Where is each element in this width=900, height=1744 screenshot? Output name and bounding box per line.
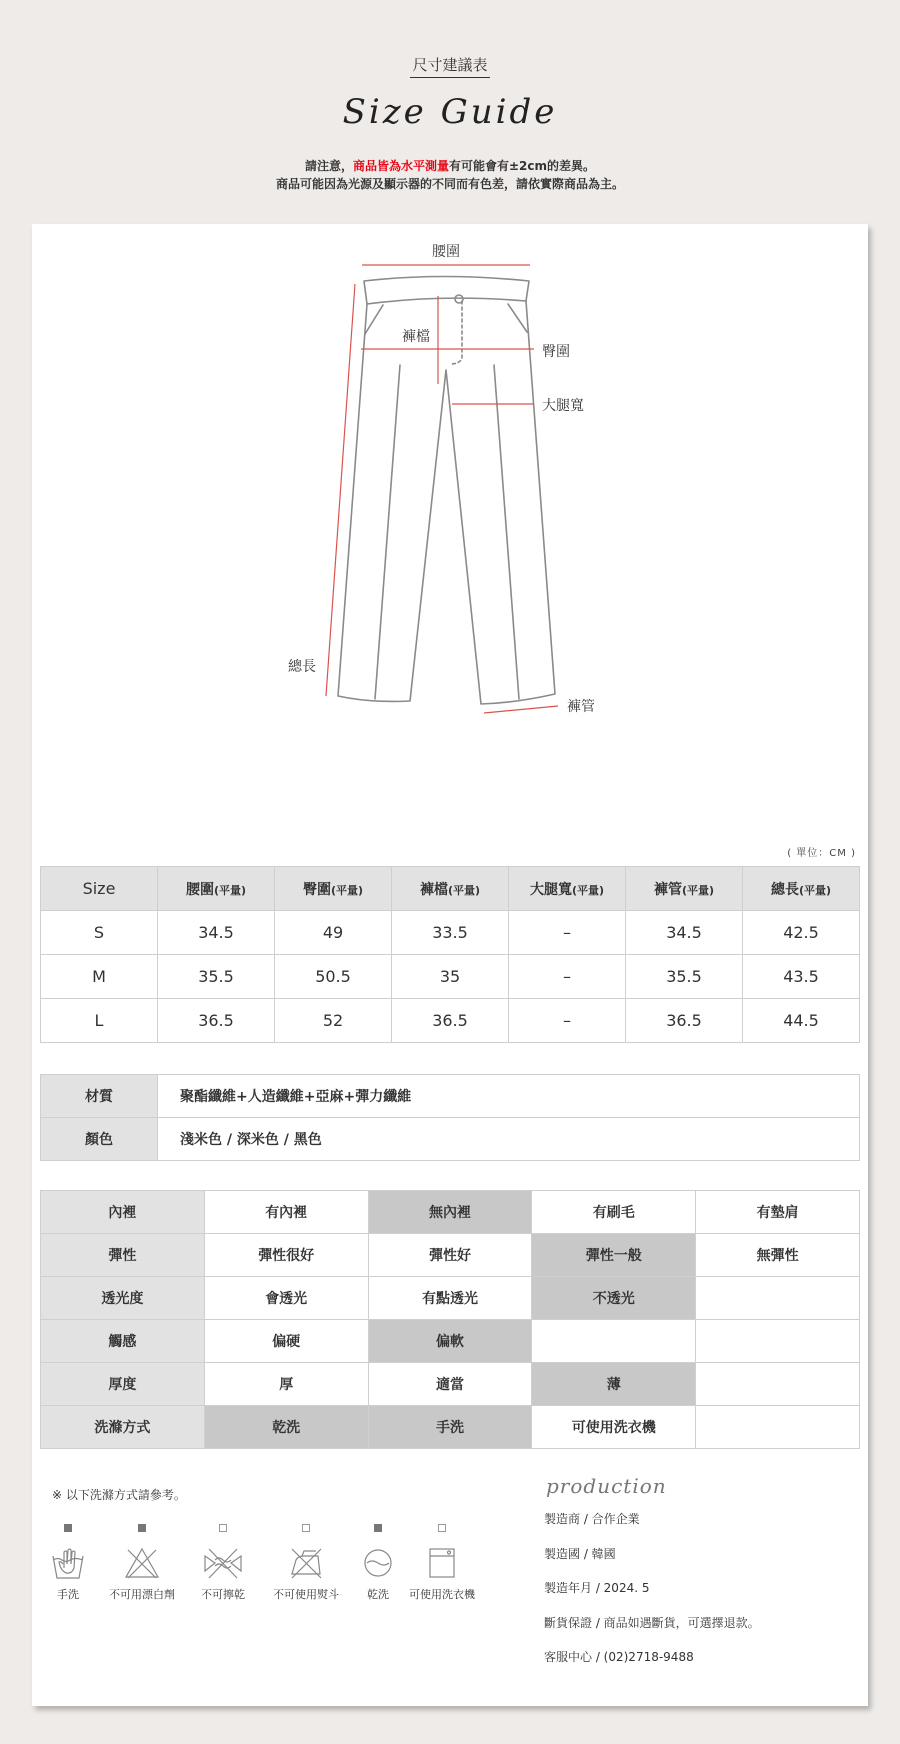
feature-option [696,1277,860,1320]
color-label: 顏色 [41,1118,158,1161]
material-row [41,1075,860,1118]
care-item-no-bleach [102,1524,182,1602]
feature-option-selected: 薄 [532,1363,696,1406]
value-cell: 36.5 [392,999,509,1043]
measure-note-highlight: 商品皆為水平測量 [352,159,449,173]
feature-option: 彈性好 [368,1234,532,1277]
feature-option-selected: 無內裡 [368,1191,532,1234]
table-row [41,999,860,1043]
value-cell: – [509,999,626,1043]
size-cell: S [41,911,158,955]
production-line: 客服中心 / (02)2718-9488 [544,1650,694,1664]
feature-option-selected: 乾洗 [204,1406,368,1449]
pants-illustration [32,224,868,804]
header-hip: 臀圍(平量) [275,867,392,911]
care-label: 不可使用熨斗 [273,1588,339,1601]
size-cell: L [41,999,158,1043]
hand-wash-icon [50,1546,86,1580]
feature-label: 觸感 [41,1320,205,1363]
care-label: 可使用洗衣機 [409,1588,475,1601]
care-item-washing-machine [406,1524,478,1602]
production-line: 斷貨保證 / 商品如遇斷貨，可選擇退款。 [544,1615,760,1630]
length-label: 總長 [288,659,316,675]
header-kicker: 尺寸建議表 [410,56,489,78]
value-cell: 36.5 [158,999,275,1043]
value-cell: – [509,955,626,999]
feature-option: 厚 [204,1363,368,1406]
production-title: production [546,1474,667,1498]
value-cell: 33.5 [392,911,509,955]
feature-option-selected: 手洗 [368,1406,532,1449]
color-row [41,1118,860,1161]
size-cell: M [41,955,158,999]
unit-note: ( 單位：CM ) [787,848,856,859]
feature-option: 有點透光 [368,1277,532,1320]
feature-option-selected: 偏軟 [368,1320,532,1363]
feature-row [41,1320,860,1363]
care-item-no-iron [264,1524,348,1602]
value-cell: 49 [275,911,392,955]
feature-option: 有內裡 [204,1191,368,1234]
color-note: 商品可能因為光源及顯示器的不同而有色差，請依實際商品為主。 [275,177,624,191]
feature-label: 彈性 [41,1234,205,1277]
header-size: Size [41,867,158,911]
care-icons [44,1524,504,1634]
feature-option: 有墊肩 [696,1191,860,1234]
value-cell: 35.5 [626,955,743,999]
value-cell: 52 [275,999,392,1043]
size-table-header [41,867,860,911]
care-note: ※ 以下洗滌方式請參考。 [52,1488,186,1502]
care-checkbox [219,1524,227,1532]
care-label: 手洗 [57,1588,79,1601]
feature-row [41,1234,860,1277]
feature-option-selected: 彈性一般 [532,1234,696,1277]
feature-option [532,1320,696,1363]
size-table [40,866,860,1043]
rise-label: 褲檔 [402,329,430,345]
value-cell: – [509,911,626,955]
value-cell: 43.5 [743,955,860,999]
care-checkbox [302,1524,310,1532]
hem-label: 褲管 [567,699,595,715]
material-table [40,1074,860,1161]
feature-option: 彈性很好 [204,1234,368,1277]
header-thigh: 大腿寬(平量) [509,867,626,911]
waist-label: 腰圍 [432,244,460,260]
thigh-label: 大腿寬 [542,398,584,414]
feature-option: 有刷毛 [532,1191,696,1234]
header [0,0,900,224]
material-label: 材質 [41,1075,158,1118]
page-title: Size Guide [342,92,558,132]
production-line: 製造年月 / 2024. 5 [544,1581,650,1595]
no-iron-icon [288,1546,324,1580]
feature-row [41,1277,860,1320]
production-line: 製造商 / 合作企業 [544,1512,640,1526]
care-checkbox [374,1524,382,1532]
feature-option-selected: 不透光 [532,1277,696,1320]
care-label: 乾洗 [367,1588,389,1601]
feature-label: 內裡 [41,1191,205,1234]
header-hem: 褲管(平量) [626,867,743,911]
feature-option: 可使用洗衣機 [532,1406,696,1449]
feature-option: 偏硬 [204,1320,368,1363]
value-cell: 35 [392,955,509,999]
table-row [41,955,860,999]
no-bleach-icon [124,1546,160,1580]
feature-row [41,1363,860,1406]
value-cell: 44.5 [743,999,860,1043]
header-length: 總長(平量) [743,867,860,911]
feature-row [41,1406,860,1449]
care-item-dry-clean [358,1524,398,1602]
feature-table [40,1190,860,1449]
feature-option [696,1363,860,1406]
feature-option: 適當 [368,1363,532,1406]
header-rise: 褲檔(平量) [392,867,509,911]
no-wring-icon [203,1546,243,1580]
material-value: 聚酯纖維+人造纖維+亞麻+彈力纖維 [158,1075,860,1118]
feature-option: 無彈性 [696,1234,860,1277]
pants-diagram [32,224,868,804]
care-label: 不可用漂白劑 [109,1588,175,1601]
value-cell: 50.5 [275,955,392,999]
table-row [41,911,860,955]
feature-option [696,1406,860,1449]
hip-label: 臀圍 [542,344,570,360]
production-info [544,1474,864,1675]
feature-label: 洗滌方式 [41,1406,205,1449]
care-checkbox [438,1524,446,1532]
washing-machine-icon [427,1546,457,1580]
size-guide-card [32,224,868,1706]
care-label: 不可擰乾 [201,1588,245,1601]
care-checkbox [138,1524,146,1532]
production-line: 製造國 / 韓國 [544,1546,616,1561]
color-value: 淺米色 / 深米色 / 黑色 [158,1118,860,1161]
measure-note: 請注意，商品皆為水平測量有可能會有±2cm的差異。 [304,159,596,173]
value-cell: 35.5 [158,955,275,999]
value-cell: 34.5 [626,911,743,955]
care-item-hand-wash [44,1524,92,1602]
feature-row [41,1191,860,1234]
value-cell: 36.5 [626,999,743,1043]
value-cell: 34.5 [158,911,275,955]
feature-option [696,1320,860,1363]
value-cell: 42.5 [743,911,860,955]
dry-clean-icon [361,1546,395,1580]
header-waist: 腰圍(平量) [158,867,275,911]
care-checkbox [64,1524,72,1532]
feature-option: 會透光 [204,1277,368,1320]
feature-label: 厚度 [41,1363,205,1406]
care-item-no-wring [192,1524,254,1602]
feature-label: 透光度 [41,1277,205,1320]
